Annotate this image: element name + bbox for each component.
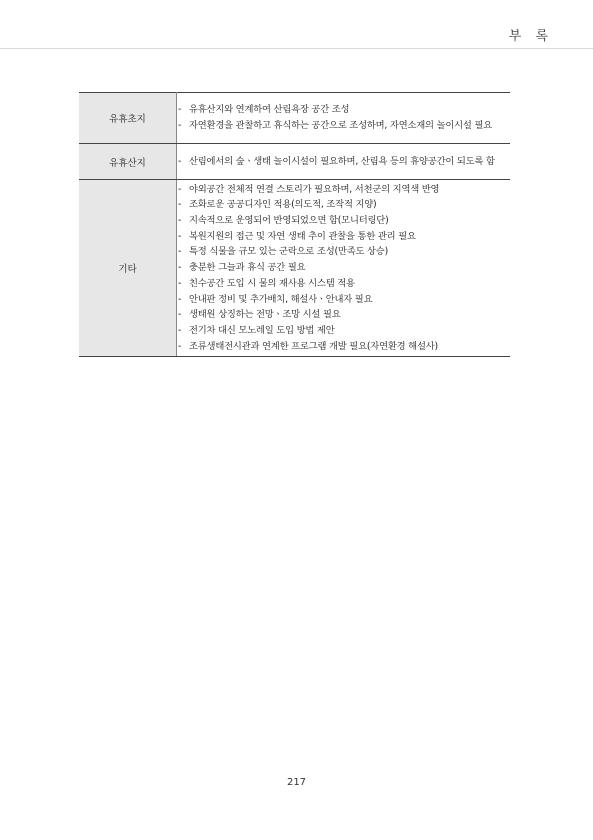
- list-item: - 전기차 대신 모노레일 도입 방법 제안: [177, 323, 510, 339]
- list-item: - 충분한 그늘과 휴식 공간 필요: [177, 260, 510, 276]
- list-item: - 안내판 정비 및 추가배치, 해설사ㆍ안내자 필요: [177, 292, 510, 308]
- list-item: - 복원지원의 접근 및 자연 생태 추이 관찰을 통한 관리 필요: [177, 229, 510, 245]
- list-item: - 특정 식물을 규모 있는 군락으로 조성(만족도 상승): [177, 244, 510, 260]
- list-item: - 야외공간 전체적 연결 스토리가 필요하며, 서천군의 지역색 반영: [177, 182, 510, 198]
- items-cell: [177, 180, 511, 357]
- items-cell: [177, 144, 511, 180]
- list-item: - 조류생태전시관과 연계한 프로그램 개발 필요(자연환경 해설사): [177, 339, 510, 355]
- list-item: - 친수공간 도입 시 물의 재사용 시스템 적용: [177, 276, 510, 292]
- category-cell: 유휴초지: [79, 93, 177, 144]
- list-item: - 자연환경을 관찰하고 휴식하는 공간으로 조성하며, 자연소재의 놀이시설 필요: [177, 118, 510, 134]
- bullet-list: [177, 182, 510, 355]
- items-cell: [177, 93, 511, 144]
- list-item: - 산림에서의 숲ㆍ생태 놀이시설이 필요하며, 산림욕 등의 휴양공간이 되도록 함: [177, 154, 510, 170]
- table-row: [79, 180, 510, 357]
- list-item: - 유휴산지와 연계하여 산림욕장 공간 조성: [177, 102, 510, 118]
- table-row: [79, 93, 510, 144]
- appendix-table: [79, 92, 510, 357]
- bullet-list: [177, 102, 510, 133]
- bullet-list: [177, 154, 510, 170]
- page-header: [0, 0, 593, 49]
- list-item: - 지속적으로 운영되어 반영되었으면 함(모니터링단): [177, 213, 510, 229]
- section-title: 부 록: [508, 29, 553, 44]
- table-row: [79, 144, 510, 180]
- list-item: - 생태원 상징하는 전망ㆍ조망 시설 필요: [177, 307, 510, 323]
- category-cell: 기타: [79, 180, 177, 357]
- list-item: - 조화로운 공공디자인 적용(의도적, 조작적 지양): [177, 197, 510, 213]
- page-number: 217: [286, 777, 307, 788]
- category-cell: 유휴산지: [79, 144, 177, 180]
